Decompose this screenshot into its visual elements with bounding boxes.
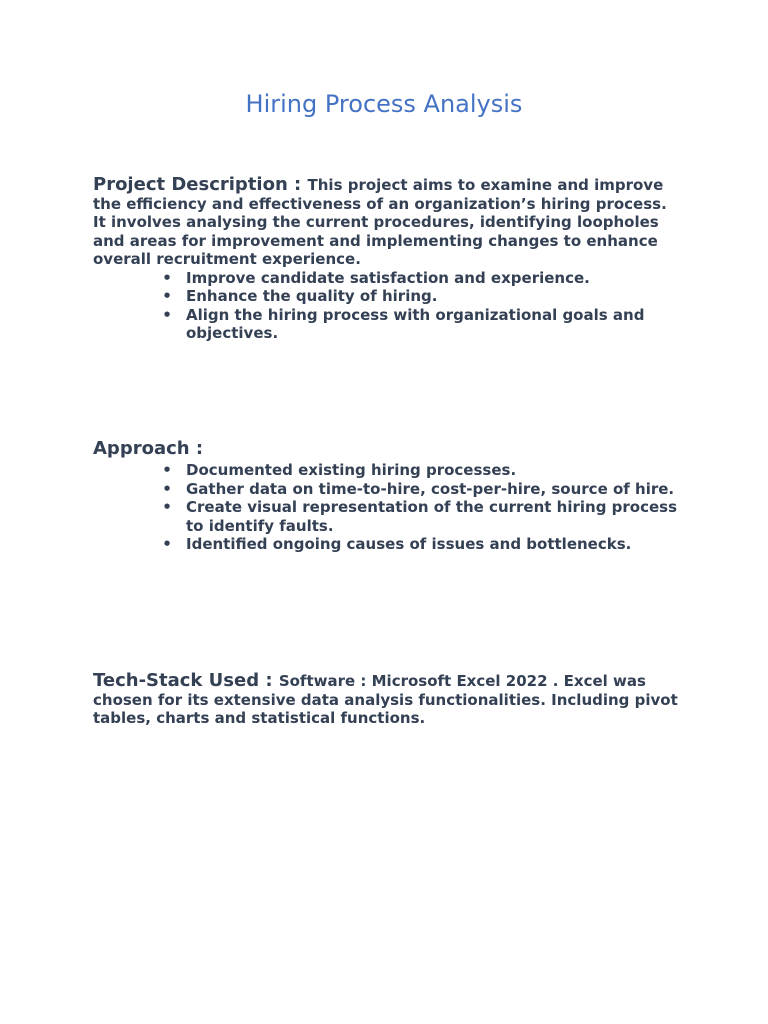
list-item-text: Align the hiring process with organizational goals and objectives.	[186, 305, 645, 342]
list-item	[93, 306, 683, 343]
bullet-icon: •	[162, 268, 172, 287]
approach-list	[93, 461, 683, 554]
list-item-text: Documented existing hiring processes.	[186, 461, 517, 479]
bullet-icon: •	[162, 461, 172, 479]
project-description-paragraph	[93, 176, 683, 269]
list-item	[93, 480, 683, 499]
tech-stack-paragraph	[93, 672, 683, 728]
project-description-heading: Project Description :	[93, 174, 308, 195]
bullet-icon: •	[162, 535, 172, 553]
list-item	[93, 461, 683, 480]
list-item	[93, 535, 683, 554]
document-title: Hiring Process Analysis	[245, 90, 523, 118]
bullet-icon: •	[162, 479, 172, 498]
bullet-icon: •	[162, 305, 172, 324]
bullet-icon: •	[162, 498, 172, 516]
tech-stack-heading: Tech-Stack Used :	[93, 670, 279, 691]
list-item	[93, 269, 683, 288]
tech-stack-section	[93, 672, 683, 728]
list-item-text: Gather data on time-to-hire, cost-per-hire, source of hire.	[186, 479, 675, 498]
list-item-text: Create visual representation of the current hiring process to identify faults.	[186, 498, 678, 535]
list-item-text: Identified ongoing causes of issues and bottlenecks.	[186, 535, 632, 553]
objectives-list	[93, 269, 683, 343]
project-description-section	[93, 176, 683, 343]
approach-section	[93, 437, 683, 554]
list-item	[93, 498, 683, 535]
project-description-text: This project aims to examine and improve the efficiency and effectiveness of an organization’s hiring process. It involves analysing the current procedures, identifying loopholes and areas for improvement and implementing changes to enhance overall recruitment experience.	[93, 176, 667, 268]
bullet-icon: •	[162, 287, 172, 305]
list-item-text: Enhance the quality of hiring.	[186, 287, 438, 305]
approach-heading: Approach :	[93, 438, 204, 459]
tech-stack-text: Software : Microsoft Excel 2022 . Excel was chosen for its extensive data analysis functionalities. Including pivot tables, charts and statistical functions.	[93, 672, 678, 727]
list-item	[93, 287, 683, 306]
list-item-text: Improve candidate satisfaction and experience.	[186, 268, 590, 287]
